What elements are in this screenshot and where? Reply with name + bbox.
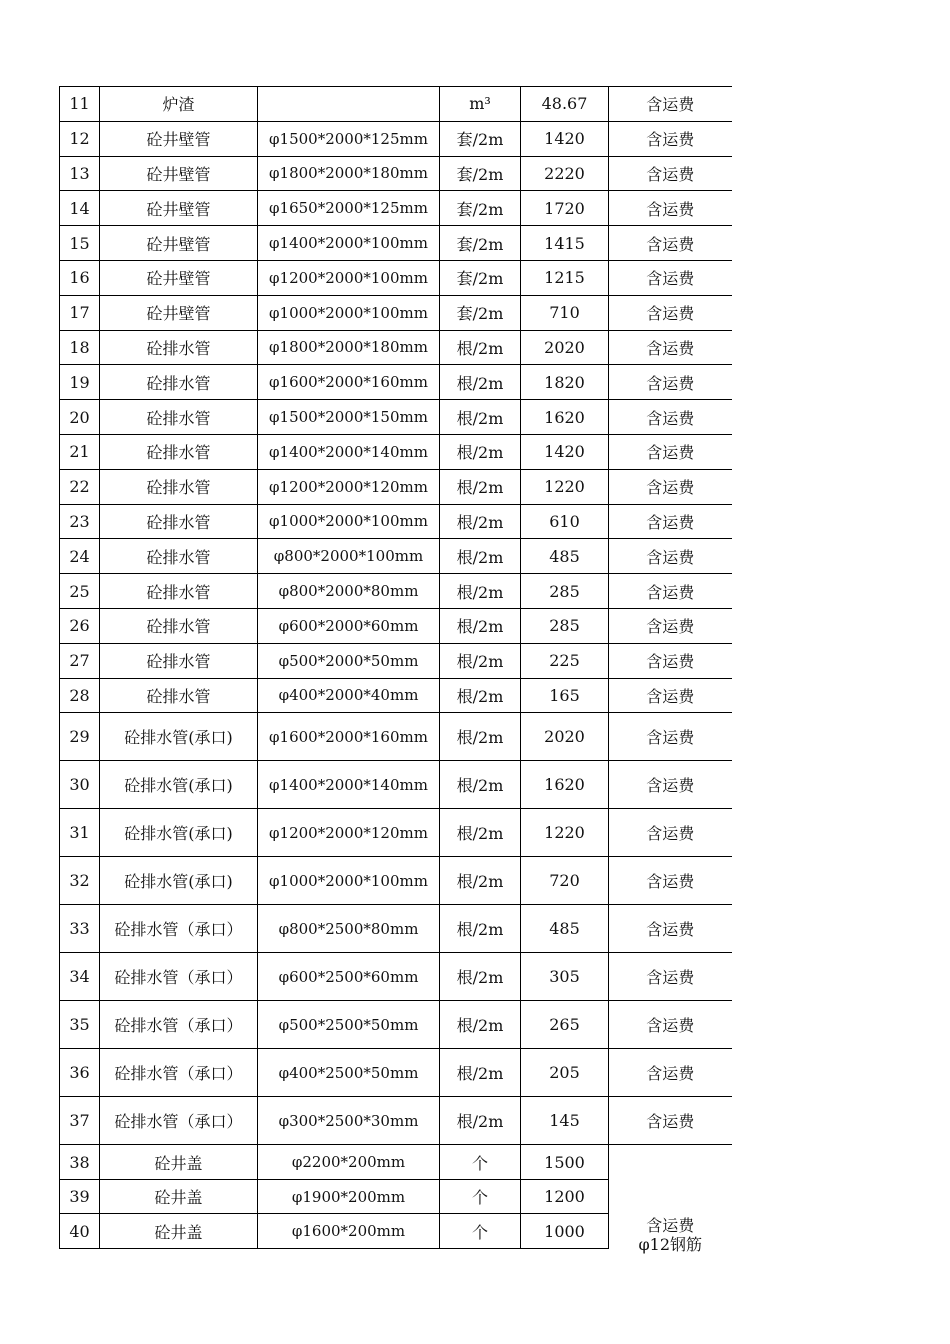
item-price: 1220	[521, 809, 609, 857]
item-spec: φ1200*2000*120mm	[258, 469, 440, 504]
item-unit: 根/2m	[440, 713, 521, 761]
item-unit: 根/2m	[440, 608, 521, 643]
item-name: 砼排水管（承口）	[100, 1049, 258, 1097]
item-note: 含运费	[609, 434, 732, 469]
item-note: 含运费	[609, 87, 732, 122]
item-note: 含运费	[609, 504, 732, 539]
row-number: 34	[60, 953, 100, 1001]
row-number: 30	[60, 761, 100, 809]
item-price: 145	[521, 1097, 609, 1145]
item-unit: 根/2m	[440, 905, 521, 953]
row-number: 12	[60, 121, 100, 156]
row-number: 28	[60, 678, 100, 713]
row-number: 33	[60, 905, 100, 953]
item-price: 720	[521, 857, 609, 905]
item-spec: φ1900*200mm	[258, 1179, 440, 1214]
item-unit: 根/2m	[440, 434, 521, 469]
item-note: 含运费	[609, 469, 732, 504]
row-number: 27	[60, 643, 100, 678]
item-name: 砼排水管	[100, 678, 258, 713]
row-number: 39	[60, 1179, 100, 1214]
item-note: 含运费	[609, 608, 732, 643]
item-name: 砼排水管	[100, 330, 258, 365]
item-unit: 根/2m	[440, 761, 521, 809]
table-row	[60, 400, 732, 435]
item-price: 1200	[521, 1179, 609, 1214]
item-unit: 根/2m	[440, 469, 521, 504]
item-price: 1620	[521, 761, 609, 809]
row-number: 31	[60, 809, 100, 857]
item-unit: 根/2m	[440, 678, 521, 713]
item-name: 砼排水管（承口）	[100, 953, 258, 1001]
table-row	[60, 434, 732, 469]
item-price: 265	[521, 1001, 609, 1049]
item-unit: 根/2m	[440, 400, 521, 435]
item-spec: φ800*2000*100mm	[258, 539, 440, 574]
item-price: 1215	[521, 260, 609, 295]
item-spec: φ400*2000*40mm	[258, 678, 440, 713]
item-spec: φ800*2000*80mm	[258, 574, 440, 609]
item-name: 砼井盖	[100, 1214, 258, 1249]
item-name: 砼排水管	[100, 400, 258, 435]
item-spec: φ500*2500*50mm	[258, 1001, 440, 1049]
table-row	[60, 761, 732, 809]
table-row	[60, 156, 732, 191]
item-spec: φ1400*2000*140mm	[258, 434, 440, 469]
item-name: 砼排水管(承口)	[100, 713, 258, 761]
item-unit: 根/2m	[440, 539, 521, 574]
row-number: 19	[60, 365, 100, 400]
row-number: 32	[60, 857, 100, 905]
row-number: 21	[60, 434, 100, 469]
item-name: 砼排水管	[100, 539, 258, 574]
item-unit: 个	[440, 1179, 521, 1214]
item-spec: φ600*2000*60mm	[258, 608, 440, 643]
row-number: 36	[60, 1049, 100, 1097]
item-unit: 根/2m	[440, 1001, 521, 1049]
row-number: 13	[60, 156, 100, 191]
item-note: 含运费	[609, 643, 732, 678]
item-unit: 个	[440, 1214, 521, 1249]
item-note: 含运费	[609, 365, 732, 400]
item-unit: 根/2m	[440, 1049, 521, 1097]
row-number: 16	[60, 260, 100, 295]
table-row	[60, 643, 732, 678]
item-note: 含运费	[609, 953, 732, 1001]
item-price: 610	[521, 504, 609, 539]
item-spec: φ1000*2000*100mm	[258, 504, 440, 539]
table-row	[60, 121, 732, 156]
item-unit: 套/2m	[440, 191, 521, 226]
item-price: 285	[521, 574, 609, 609]
item-spec	[258, 87, 440, 122]
item-note: 含运费	[609, 156, 732, 191]
table-row	[60, 574, 732, 609]
item-note: 含运费	[609, 713, 732, 761]
row-number: 38	[60, 1145, 100, 1180]
item-price: 2220	[521, 156, 609, 191]
item-unit: 根/2m	[440, 1097, 521, 1145]
table-row	[60, 504, 732, 539]
item-spec: φ1500*2000*150mm	[258, 400, 440, 435]
item-price: 225	[521, 643, 609, 678]
item-spec: φ1200*2000*100mm	[258, 260, 440, 295]
item-unit: 套/2m	[440, 226, 521, 261]
item-name: 砼排水管	[100, 643, 258, 678]
item-spec: φ1500*2000*125mm	[258, 121, 440, 156]
item-unit: 根/2m	[440, 330, 521, 365]
item-note: 含运费	[609, 809, 732, 857]
row-number: 23	[60, 504, 100, 539]
item-name: 砼排水管（承口）	[100, 1097, 258, 1145]
item-name: 砼排水管	[100, 574, 258, 609]
item-name: 砼排水管（承口）	[100, 905, 258, 953]
table-row	[60, 809, 732, 857]
row-number: 26	[60, 608, 100, 643]
row-number: 11	[60, 87, 100, 122]
item-name: 砼排水管	[100, 469, 258, 504]
item-name: 砼井壁管	[100, 260, 258, 295]
item-unit: 根/2m	[440, 809, 521, 857]
item-name: 砼井壁管	[100, 121, 258, 156]
item-spec: φ600*2500*60mm	[258, 953, 440, 1001]
item-price: 485	[521, 905, 609, 953]
item-note: 含运费	[609, 191, 732, 226]
item-name: 砼排水管	[100, 504, 258, 539]
row-number: 40	[60, 1214, 100, 1249]
item-unit: 根/2m	[440, 504, 521, 539]
item-name: 砼井盖	[100, 1145, 258, 1180]
table-row	[60, 1097, 732, 1145]
item-price: 205	[521, 1049, 609, 1097]
item-name: 砼排水管	[100, 365, 258, 400]
item-note: 含运费	[609, 121, 732, 156]
item-price: 1620	[521, 400, 609, 435]
item-name: 炉渣	[100, 87, 258, 122]
row-number: 25	[60, 574, 100, 609]
item-note: 含运费	[609, 1049, 732, 1097]
item-price: 1420	[521, 121, 609, 156]
item-unit: 套/2m	[440, 156, 521, 191]
item-price: 2020	[521, 330, 609, 365]
table-row	[60, 295, 732, 330]
item-name: 砼排水管(承口)	[100, 857, 258, 905]
item-note: 含运费	[609, 539, 732, 574]
item-unit: 套/2m	[440, 121, 521, 156]
table-row	[60, 260, 732, 295]
item-spec: φ1400*2000*140mm	[258, 761, 440, 809]
table-row	[60, 226, 732, 261]
merged-note-cell	[609, 1145, 732, 1255]
item-unit: 个	[440, 1145, 521, 1180]
table-row	[60, 1145, 732, 1180]
table-row	[60, 469, 732, 504]
item-price: 1220	[521, 469, 609, 504]
table-row	[60, 905, 732, 953]
item-spec: φ1650*2000*125mm	[258, 191, 440, 226]
item-unit: m³	[440, 87, 521, 122]
price-table	[59, 86, 732, 1255]
item-spec: φ1600*2000*160mm	[258, 365, 440, 400]
item-spec: φ1000*2000*100mm	[258, 295, 440, 330]
table-row	[60, 1001, 732, 1049]
item-unit: 根/2m	[440, 953, 521, 1001]
item-spec: φ2200*200mm	[258, 1145, 440, 1180]
row-number: 24	[60, 539, 100, 574]
row-number: 14	[60, 191, 100, 226]
item-unit: 套/2m	[440, 260, 521, 295]
item-name: 砼井盖	[100, 1179, 258, 1214]
table-row	[60, 330, 732, 365]
row-number: 29	[60, 713, 100, 761]
table-row	[60, 87, 732, 122]
item-note: 含运费	[609, 400, 732, 435]
item-price: 1720	[521, 191, 609, 226]
item-note: 含运费	[609, 678, 732, 713]
item-spec: φ1800*2000*180mm	[258, 330, 440, 365]
item-price: 1000	[521, 1214, 609, 1249]
item-spec: φ500*2000*50mm	[258, 643, 440, 678]
row-number: 20	[60, 400, 100, 435]
item-price: 485	[521, 539, 609, 574]
table-row	[60, 857, 732, 905]
item-unit: 根/2m	[440, 365, 521, 400]
item-name: 砼井壁管	[100, 191, 258, 226]
item-price: 305	[521, 953, 609, 1001]
item-spec: φ400*2500*50mm	[258, 1049, 440, 1097]
item-spec: φ1000*2000*100mm	[258, 857, 440, 905]
row-number: 37	[60, 1097, 100, 1145]
item-spec: φ1600*200mm	[258, 1214, 440, 1249]
item-price: 48.67	[521, 87, 609, 122]
row-number: 35	[60, 1001, 100, 1049]
row-number: 17	[60, 295, 100, 330]
item-unit: 根/2m	[440, 574, 521, 609]
table-row	[60, 191, 732, 226]
item-note: 含运费	[609, 574, 732, 609]
item-name: 砼井壁管	[100, 156, 258, 191]
item-spec: φ800*2500*80mm	[258, 905, 440, 953]
item-name: 砼排水管	[100, 434, 258, 469]
item-name: 砼排水管	[100, 608, 258, 643]
item-note: 含运费	[609, 295, 732, 330]
merged-note-line2: φ12钢筋	[638, 1235, 703, 1255]
item-note: 含运费	[609, 260, 732, 295]
table-row	[60, 365, 732, 400]
item-name: 砼井壁管	[100, 226, 258, 261]
item-price: 1820	[521, 365, 609, 400]
item-price: 285	[521, 608, 609, 643]
item-price: 2020	[521, 713, 609, 761]
item-spec: φ1600*2000*160mm	[258, 713, 440, 761]
item-name: 砼排水管（承口）	[100, 1001, 258, 1049]
item-price: 1420	[521, 434, 609, 469]
table-row	[60, 713, 732, 761]
item-note: 含运费	[609, 226, 732, 261]
item-unit: 套/2m	[440, 295, 521, 330]
table-row	[60, 539, 732, 574]
item-price: 1415	[521, 226, 609, 261]
item-note: 含运费	[609, 1001, 732, 1049]
item-spec: φ1200*2000*120mm	[258, 809, 440, 857]
item-note: 含运费	[609, 1097, 732, 1145]
item-spec: φ1400*2000*100mm	[258, 226, 440, 261]
row-number: 15	[60, 226, 100, 261]
item-price: 165	[521, 678, 609, 713]
table-row	[60, 608, 732, 643]
table-row	[60, 1049, 732, 1097]
item-note: 含运费	[609, 761, 732, 809]
row-number: 18	[60, 330, 100, 365]
item-name: 砼排水管(承口)	[100, 761, 258, 809]
item-price: 1500	[521, 1145, 609, 1180]
item-unit: 根/2m	[440, 643, 521, 678]
item-note: 含运费	[609, 330, 732, 365]
table-row	[60, 678, 732, 713]
item-unit: 根/2m	[440, 857, 521, 905]
item-note: 含运费	[609, 857, 732, 905]
merged-note-line1: 含运费	[646, 1216, 695, 1236]
row-number: 22	[60, 469, 100, 504]
item-spec: φ300*2500*30mm	[258, 1097, 440, 1145]
item-note: 含运费	[609, 905, 732, 953]
item-name: 砼排水管(承口)	[100, 809, 258, 857]
item-price: 710	[521, 295, 609, 330]
table-row	[60, 953, 732, 1001]
item-name: 砼井壁管	[100, 295, 258, 330]
item-spec: φ1800*2000*180mm	[258, 156, 440, 191]
